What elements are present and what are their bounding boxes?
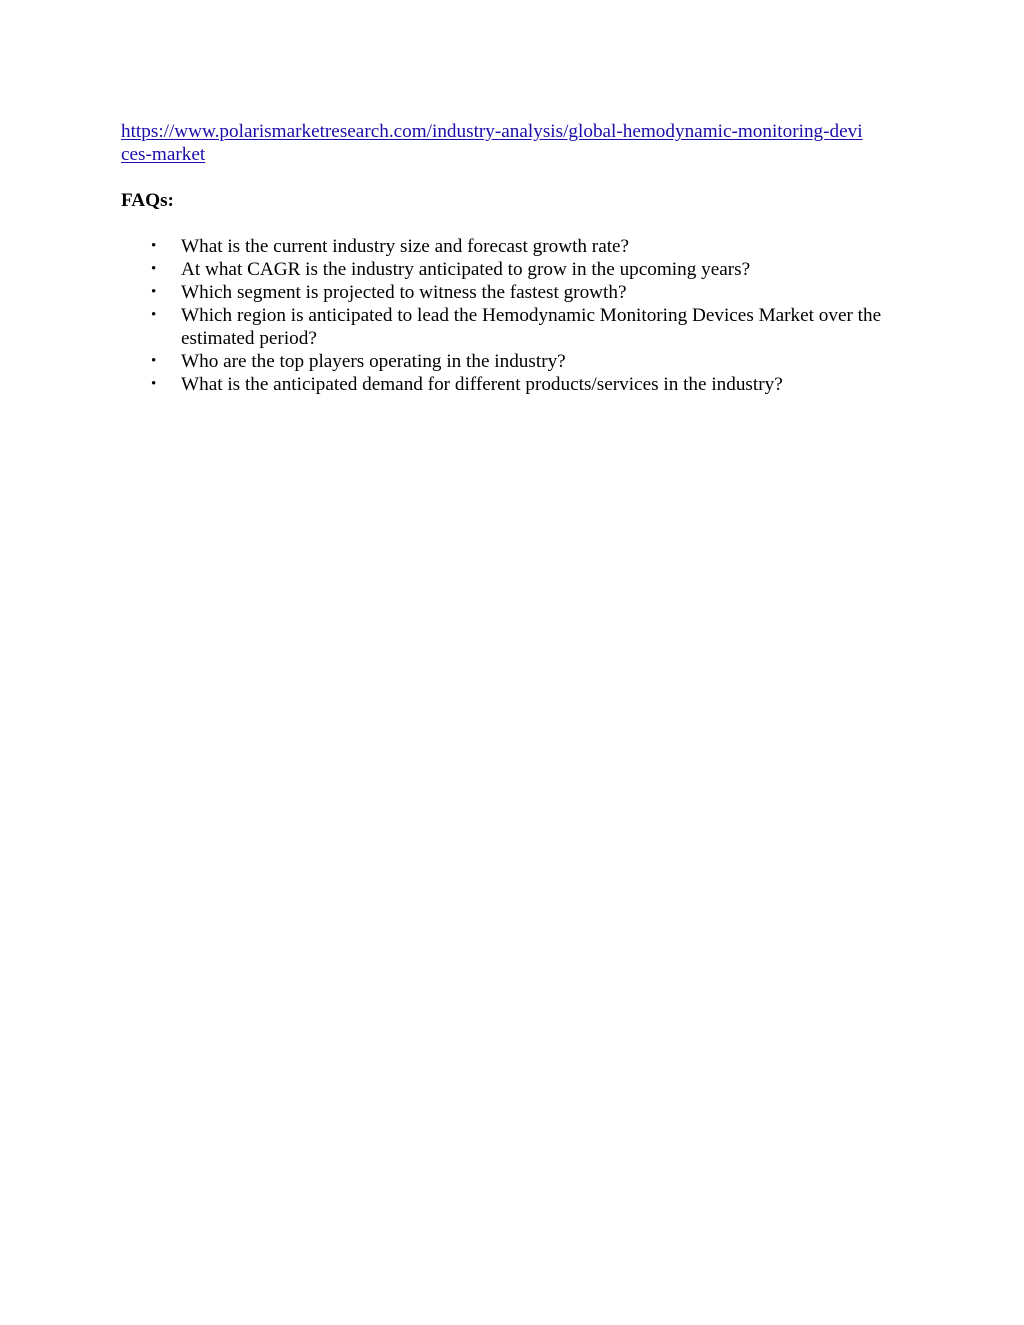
faq-question: Which segment is projected to witness the fastest growth?: [181, 282, 627, 303]
list-item: [121, 281, 891, 304]
list-item: [121, 258, 891, 281]
faq-heading: FAQs:: [121, 190, 174, 211]
bullet-icon: •: [151, 261, 157, 277]
bullet-icon: •: [151, 284, 157, 300]
bullet-icon: •: [151, 376, 157, 392]
faq-question: Who are the top players operating in the industry?: [181, 351, 566, 372]
report-link[interactable]: https://www.polarismarketresearch.com/industry-analysis/global-hemodynamic-monitoring-devices-market: [121, 121, 863, 165]
faq-question: At what CAGR is the industry anticipated to grow in the upcoming years?: [181, 259, 751, 280]
bullet-icon: •: [151, 307, 157, 323]
faq-question: What is the current industry size and forecast growth rate?: [181, 236, 630, 257]
list-item: [121, 350, 891, 373]
list-item: [121, 373, 891, 396]
bullet-icon: •: [151, 353, 157, 369]
list-item: [121, 235, 891, 258]
bullet-icon: •: [151, 238, 157, 254]
list-item: [121, 304, 891, 350]
document-content: [121, 120, 891, 396]
faq-list: [121, 235, 891, 396]
faq-question: What is the anticipated demand for different products/services in the industry?: [181, 374, 783, 395]
faq-question: Which region is anticipated to lead the Hemodynamic Monitoring Devices Market over the estimated period?: [181, 305, 882, 349]
